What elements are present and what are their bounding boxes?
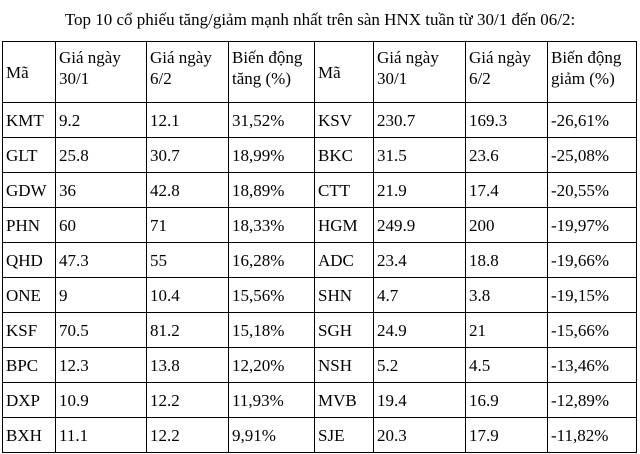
loser-price-start-cell: 5.2 bbox=[374, 348, 466, 383]
header-symbol-gainers: Mã bbox=[3, 42, 56, 103]
loser-symbol-cell: NSH bbox=[315, 348, 374, 383]
header-price-end-losers: Giá ngày 6/2 bbox=[466, 42, 548, 103]
gainer-symbol-cell: QHD bbox=[3, 243, 56, 278]
loser-price-start-cell: 230.7 bbox=[374, 103, 466, 138]
loser-price-start-cell: 23.4 bbox=[374, 243, 466, 278]
header-price-start-gainers: Giá ngày 30/1 bbox=[56, 42, 147, 103]
loser-symbol-cell: SJE bbox=[315, 418, 374, 453]
gainer-change-cell: 16,28% bbox=[229, 243, 315, 278]
gainer-change-cell: 15,56% bbox=[229, 278, 315, 313]
loser-price-end-cell: 200 bbox=[466, 208, 548, 243]
loser-price-end-cell: 17.4 bbox=[466, 173, 548, 208]
gainer-symbol-cell: DXP bbox=[3, 383, 56, 418]
table-row bbox=[3, 418, 637, 453]
gainer-price-end-cell: 71 bbox=[147, 208, 229, 243]
table-title: Top 10 cổ phiếu tăng/giảm mạnh nhất trên sàn HNX tuần từ 30/1 đến 06/2: bbox=[64, 10, 576, 29]
header-change-gainers: Biến động tăng (%) bbox=[229, 42, 315, 103]
table-row bbox=[3, 313, 637, 348]
stock-table bbox=[2, 41, 637, 453]
gainer-price-start-cell: 9.2 bbox=[56, 103, 147, 138]
gainer-change-cell: 12,20% bbox=[229, 348, 315, 383]
gainer-price-end-cell: 12.2 bbox=[147, 418, 229, 453]
loser-price-start-cell: 24.9 bbox=[374, 313, 466, 348]
loser-price-start-cell: 19.4 bbox=[374, 383, 466, 418]
loser-price-end-cell: 21 bbox=[466, 313, 548, 348]
gainer-symbol-cell: KMT bbox=[3, 103, 56, 138]
header-price-end-gainers: Giá ngày 6/2 bbox=[147, 42, 229, 103]
loser-symbol-cell: KSV bbox=[315, 103, 374, 138]
loser-change-cell: -19,66% bbox=[548, 243, 637, 278]
loser-symbol-cell: SGH bbox=[315, 313, 374, 348]
gainer-change-cell: 15,18% bbox=[229, 313, 315, 348]
loser-change-cell: -19,15% bbox=[548, 278, 637, 313]
gainer-change-cell: 18,89% bbox=[229, 173, 315, 208]
gainer-price-start-cell: 60 bbox=[56, 208, 147, 243]
table-row bbox=[3, 208, 637, 243]
table-row bbox=[3, 348, 637, 383]
gainer-price-end-cell: 12.1 bbox=[147, 103, 229, 138]
gainer-price-end-cell: 42.8 bbox=[147, 173, 229, 208]
table-row bbox=[3, 173, 637, 208]
table-row bbox=[3, 278, 637, 313]
gainer-price-end-cell: 30.7 bbox=[147, 138, 229, 173]
gainer-change-cell: 18,33% bbox=[229, 208, 315, 243]
gainer-symbol-cell: PHN bbox=[3, 208, 56, 243]
loser-price-end-cell: 3.8 bbox=[466, 278, 548, 313]
table-row bbox=[3, 103, 637, 138]
loser-price-end-cell: 169.3 bbox=[466, 103, 548, 138]
gainer-price-end-cell: 10.4 bbox=[147, 278, 229, 313]
loser-price-end-cell: 18.8 bbox=[466, 243, 548, 278]
loser-price-start-cell: 4.7 bbox=[374, 278, 466, 313]
loser-symbol-cell: SHN bbox=[315, 278, 374, 313]
gainer-symbol-cell: GLT bbox=[3, 138, 56, 173]
gainer-price-start-cell: 11.1 bbox=[56, 418, 147, 453]
loser-change-cell: -13,46% bbox=[548, 348, 637, 383]
gainer-price-start-cell: 36 bbox=[56, 173, 147, 208]
table-row bbox=[3, 138, 637, 173]
gainer-price-start-cell: 9 bbox=[56, 278, 147, 313]
loser-price-start-cell: 20.3 bbox=[374, 418, 466, 453]
loser-change-cell: -20,55% bbox=[548, 173, 637, 208]
gainer-change-cell: 31,52% bbox=[229, 103, 315, 138]
gainer-price-start-cell: 47.3 bbox=[56, 243, 147, 278]
table-row bbox=[3, 243, 637, 278]
loser-price-end-cell: 23.6 bbox=[466, 138, 548, 173]
header-price-start-losers: Giá ngày 30/1 bbox=[374, 42, 466, 103]
header-row bbox=[3, 42, 637, 103]
loser-symbol-cell: CTT bbox=[315, 173, 374, 208]
loser-change-cell: -25,08% bbox=[548, 138, 637, 173]
loser-change-cell: -12,89% bbox=[548, 383, 637, 418]
loser-change-cell: -11,82% bbox=[548, 418, 637, 453]
loser-symbol-cell: HGM bbox=[315, 208, 374, 243]
gainer-symbol-cell: KSF bbox=[3, 313, 56, 348]
gainer-change-cell: 9,91% bbox=[229, 418, 315, 453]
gainer-price-start-cell: 70.5 bbox=[56, 313, 147, 348]
gainer-change-cell: 11,93% bbox=[229, 383, 315, 418]
gainer-change-cell: 18,99% bbox=[229, 138, 315, 173]
gainer-price-end-cell: 13.8 bbox=[147, 348, 229, 383]
loser-price-start-cell: 31.5 bbox=[374, 138, 466, 173]
gainer-price-start-cell: 10.9 bbox=[56, 383, 147, 418]
loser-price-end-cell: 16.9 bbox=[466, 383, 548, 418]
gainer-price-start-cell: 25.8 bbox=[56, 138, 147, 173]
table-row bbox=[3, 383, 637, 418]
loser-price-end-cell: 4.5 bbox=[466, 348, 548, 383]
loser-symbol-cell: MVB bbox=[315, 383, 374, 418]
loser-price-start-cell: 249.9 bbox=[374, 208, 466, 243]
loser-price-end-cell: 17.9 bbox=[466, 418, 548, 453]
loser-change-cell: -26,61% bbox=[548, 103, 637, 138]
header-symbol-losers: Mã bbox=[315, 42, 374, 103]
table-header bbox=[3, 42, 637, 103]
loser-symbol-cell: BKC bbox=[315, 138, 374, 173]
gainer-price-end-cell: 55 bbox=[147, 243, 229, 278]
gainer-symbol-cell: ONE bbox=[3, 278, 56, 313]
gainer-price-end-cell: 12.2 bbox=[147, 383, 229, 418]
loser-symbol-cell: ADC bbox=[315, 243, 374, 278]
table-body bbox=[3, 103, 637, 453]
loser-change-cell: -19,97% bbox=[548, 208, 637, 243]
loser-change-cell: -15,66% bbox=[548, 313, 637, 348]
gainer-symbol-cell: BPC bbox=[3, 348, 56, 383]
gainer-price-end-cell: 81.2 bbox=[147, 313, 229, 348]
header-change-losers: Biến động giảm (%) bbox=[548, 42, 637, 103]
gainer-symbol-cell: GDW bbox=[3, 173, 56, 208]
gainer-price-start-cell: 12.3 bbox=[56, 348, 147, 383]
gainer-symbol-cell: BXH bbox=[3, 418, 56, 453]
loser-price-start-cell: 21.9 bbox=[374, 173, 466, 208]
